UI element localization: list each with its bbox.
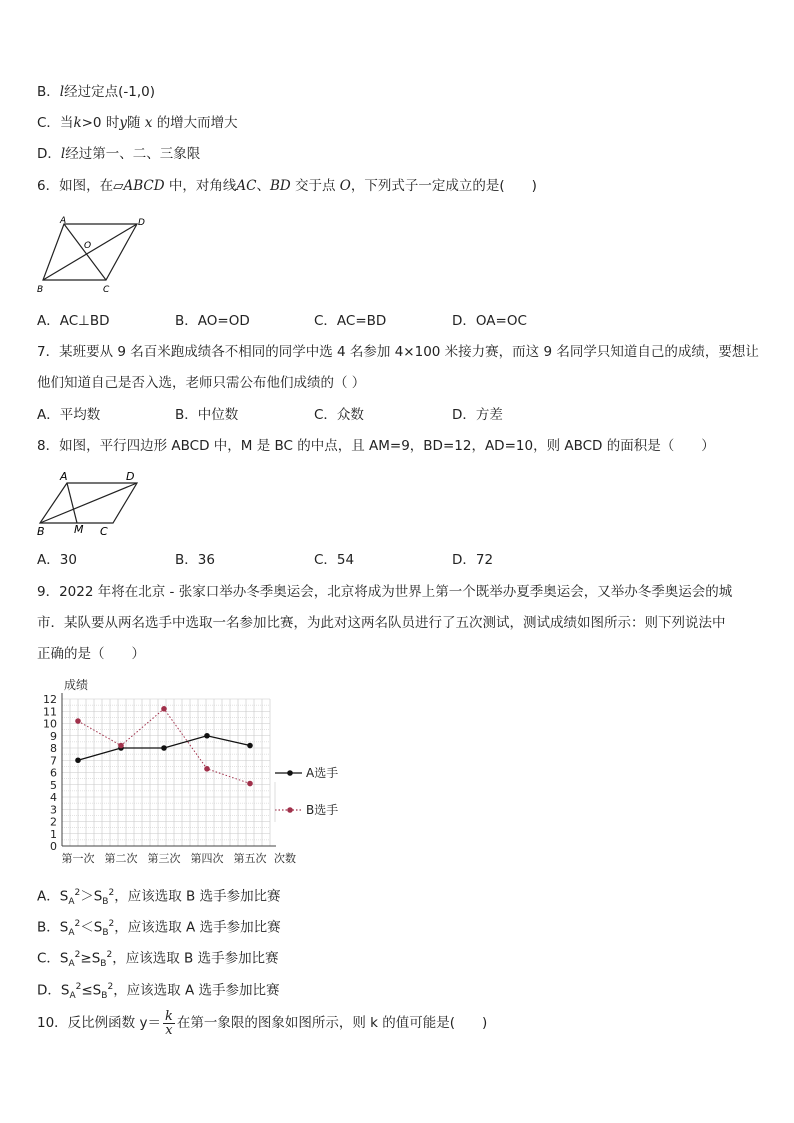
x-tick-label: 第二次	[104, 852, 138, 865]
x-tick-label: 第五次	[233, 852, 267, 865]
q9-option-a[interactable]	[37, 884, 281, 911]
data-point-a	[204, 733, 210, 739]
q6-diagonal-ac	[64, 224, 106, 280]
var-bd: BD	[269, 178, 291, 194]
legend-marker-b	[287, 807, 293, 813]
stem-text: 6．如图，在▱	[37, 178, 124, 194]
option-text: ，应该选取 B 选手参加比赛	[112, 950, 279, 967]
q6-label-c: C	[103, 285, 110, 295]
option-text: >0 时	[81, 115, 120, 131]
q9-line-chart	[34, 674, 354, 870]
q9-stem-line1: 9．2022 年将在北京 - 张家口举办冬季奥运会，北京将成为世界上第一个既举办夏季奥运会，又举办冬季奥运会的城	[37, 584, 733, 600]
legend-marker-a	[287, 770, 293, 776]
option-text: C．S	[37, 950, 69, 967]
q8-parallelogram-figure	[34, 466, 154, 538]
y-tick-label: 4	[50, 791, 57, 804]
option-letter: C．当	[37, 115, 74, 131]
superscript: 2	[106, 950, 113, 960]
var-y: y	[119, 115, 127, 131]
q8-label-d: D	[126, 470, 135, 483]
y-tick-label: 11	[43, 705, 57, 719]
option-text: ，应该选取 A 选手参加比赛	[114, 919, 281, 936]
data-point-b	[118, 743, 124, 749]
q6-option-d[interactable]: D．OA=OC	[452, 313, 527, 329]
option-text: 经过定点(-1,0)	[64, 84, 155, 100]
data-point-a	[247, 743, 253, 749]
y-tick-label: 2	[50, 815, 57, 829]
q6-stem	[37, 177, 537, 195]
q8-segment-am	[67, 483, 77, 523]
y-tick-label: 6	[50, 766, 57, 780]
option-text: ＞S	[80, 888, 103, 905]
stem-text: 10．反比例函数 y＝	[37, 1015, 161, 1031]
q7-option-d[interactable]: D．方差	[452, 407, 503, 423]
q8-label-b: B	[37, 525, 45, 538]
option-text: ≥S	[80, 950, 101, 967]
q6-label-o: O	[84, 241, 92, 251]
chart-legend	[275, 765, 338, 822]
q8-option-d[interactable]: D．72	[452, 552, 494, 568]
q9-stem-line2: 市．某队要从两名选手中选取一名参加比赛，为此对这两名队员进行了五次测试，测试成绩如图所示：则下列说法中	[37, 615, 726, 631]
y-tick-label: 5	[50, 778, 57, 792]
stem-text: 交于点	[295, 178, 336, 194]
x-tick-label: 第四次	[190, 852, 224, 865]
y-tick-label: 3	[50, 803, 57, 817]
fraction-denominator: x	[165, 1022, 173, 1038]
stem-text: 、	[256, 178, 270, 194]
q7-stem-line2: 他们知道自己是否入选，老师只需公布他们成绩的（ ）	[37, 375, 366, 391]
data-point-b	[161, 706, 167, 712]
var-l: l	[60, 146, 66, 162]
stem-text: ，下列式子一定成立的是( )	[350, 178, 537, 194]
q7-option-b[interactable]: B．中位数	[175, 407, 239, 423]
option-text: ≤S	[81, 982, 102, 999]
subscript: A	[68, 897, 75, 908]
y-tick-label: 1	[50, 827, 57, 841]
data-point-b	[247, 781, 253, 787]
q8-label-c: C	[100, 525, 108, 538]
legend-label-b: B选手	[306, 803, 339, 817]
q9-option-d[interactable]	[37, 978, 280, 1005]
option-text: A．S	[37, 888, 69, 905]
q6-diagonal-bd	[43, 224, 137, 280]
legend-label-a: A选手	[306, 766, 339, 780]
var-ac: AC	[236, 178, 257, 194]
superscript: 2	[108, 919, 115, 929]
fraction-numerator: k	[164, 1008, 173, 1024]
superscript: 2	[74, 950, 81, 960]
stem-text: 中，对角线	[168, 178, 237, 194]
subscript: B	[102, 928, 109, 939]
chart-grid	[62, 699, 270, 846]
option-text: D．S	[37, 982, 70, 999]
q9-stem-line3: 正确的是（ ）	[37, 646, 145, 662]
x-axis-label: 次数	[274, 852, 296, 865]
q8-diagonal-bd	[40, 483, 137, 523]
q6-parallelogram-figure	[34, 214, 154, 296]
x-tick-label: 第三次	[147, 852, 181, 865]
q6-label-b: B	[37, 285, 44, 295]
subscript: A	[68, 928, 75, 939]
y-tick-label: 7	[50, 754, 57, 768]
q6-option-b[interactable]: B．AO=OD	[175, 313, 250, 329]
option-text: ，应该选取 A 选手参加比赛	[113, 982, 280, 999]
q8-label-a: A	[60, 470, 68, 483]
superscript: 2	[74, 919, 81, 929]
q6-option-a[interactable]: A．AC⊥BD	[37, 313, 110, 329]
y-tick-label: 12	[43, 693, 57, 706]
var-o: O	[339, 178, 351, 194]
stem-text: 在第一象限的图象如图所示，则 k 的值可能是( )	[176, 1015, 488, 1031]
q7-option-c[interactable]: C．众数	[314, 407, 364, 423]
data-point-b	[75, 718, 81, 724]
q8-stem: 8．如图，平行四边形 ABCD 中，M 是 BC 的中点，且 AM=9，BD=12，AD=10，则 ABCD 的面积是（ ）	[37, 438, 715, 454]
subscript: B	[102, 897, 109, 908]
y-tick-label: 9	[50, 729, 57, 743]
q7-stem-line1: 7．某班要从 9 名百米跑成绩各不相同的同学中选 4 名参加 4×100 米接力赛，而这 9 名同学只知道自己的成绩，要想让	[37, 344, 759, 360]
q8-option-a[interactable]: A．30	[37, 552, 77, 568]
fraction-k-over-x	[163, 1010, 175, 1037]
y-tick-label: 10	[43, 717, 57, 731]
option-text: 随	[126, 115, 141, 131]
q5-option-d[interactable]	[37, 145, 200, 163]
q6-option-c[interactable]: C．AC=BD	[314, 313, 387, 329]
q8-option-c[interactable]: C．54	[314, 552, 355, 568]
q9-option-b[interactable]	[37, 915, 281, 942]
option-text: 经过第一、二、三象限	[65, 146, 201, 162]
y-tick-label: 0	[50, 840, 57, 853]
x-tick-label: 第一次	[61, 852, 95, 865]
data-point-a	[75, 757, 81, 763]
option-text: B．S	[37, 919, 69, 936]
q5-option-c[interactable]	[37, 114, 238, 132]
data-point-a	[161, 745, 167, 751]
subscript: B	[101, 991, 108, 1002]
option-letter: D．	[37, 146, 61, 162]
superscript: 2	[107, 982, 114, 992]
subscript: A	[69, 991, 76, 1002]
q7-option-a[interactable]: A．平均数	[37, 407, 101, 423]
q8-label-m: M	[74, 523, 84, 536]
var-x: x	[144, 115, 153, 131]
subscript: A	[68, 959, 75, 970]
option-text: 的增大而增大	[156, 115, 238, 131]
superscript: 2	[75, 982, 82, 992]
q6-label-a: A	[60, 216, 67, 226]
var-k: k	[73, 115, 82, 131]
option-text: ＜S	[80, 919, 103, 936]
option-letter: B．	[37, 84, 60, 100]
q5-option-b[interactable]	[37, 83, 155, 101]
q9-option-c[interactable]	[37, 946, 279, 973]
subscript: B	[100, 959, 107, 970]
q10-stem	[37, 1006, 487, 1040]
y-axis-label: 成绩	[64, 678, 89, 692]
q6-label-d: D	[138, 218, 145, 228]
superscript: 2	[74, 888, 81, 898]
var-l: l	[59, 84, 65, 100]
y-tick-label: 8	[50, 742, 57, 755]
q8-option-b[interactable]: B．36	[175, 552, 215, 568]
data-point-b	[204, 766, 210, 772]
superscript: 2	[108, 888, 115, 898]
var-abcd: ABCD	[123, 178, 165, 194]
option-text: ，应该选取 B 选手参加比赛	[114, 888, 281, 905]
